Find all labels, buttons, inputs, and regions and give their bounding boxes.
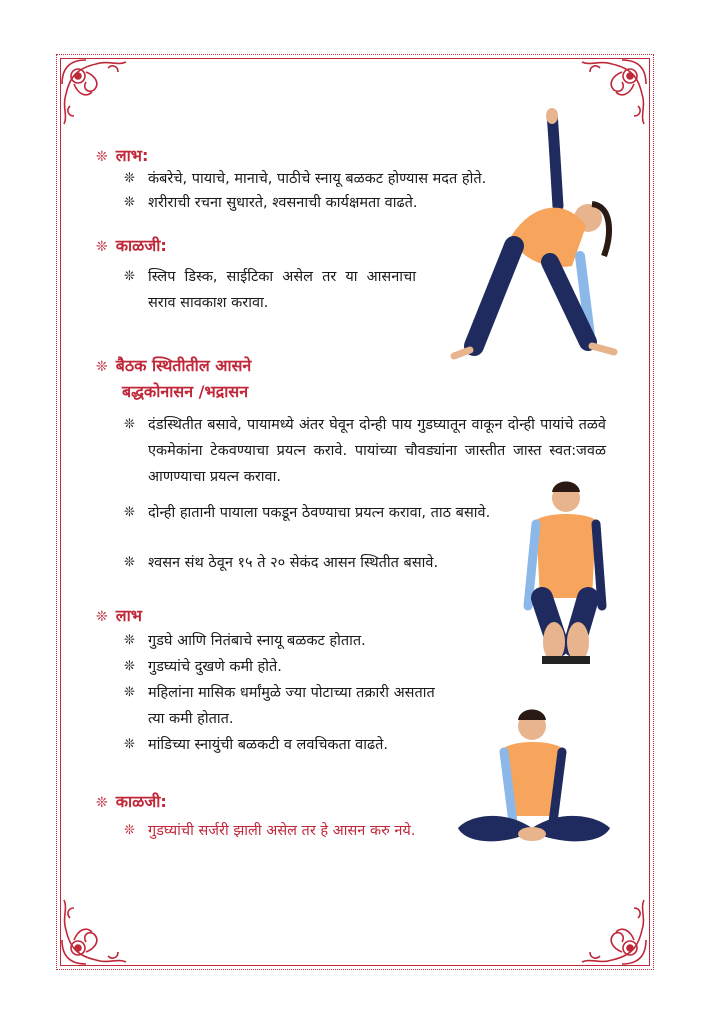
list-item (124, 550, 518, 576)
list-item-text: दंडस्थितीत बसावे, पायामध्ये अंतर घेवून दोन्ही पाय गुडघ्यातून वाकून दोन्ही पायांचे तळवे एकमेकांना टेकवण्याचा प्रयत्न करावे. पायांच्या चौवड्यांना जास्तीत जास्त स्वत:जवळ आणण्याचा प्रयत्न करावा. (148, 417, 606, 485)
bullet-star-icon: ❊ (96, 239, 108, 255)
bullet-star-icon: ❊ (124, 737, 135, 752)
bullet-star-icon: ❊ (124, 417, 135, 432)
list-item (124, 654, 508, 680)
list-item-text: श्वसन संथ ठेवून १५ ते २० सेकंद आसन स्थितीत बसावे. (148, 555, 439, 571)
list-item-text: मांडिच्या स्नायुंची बळकटी व लवचिकता वाढते. (148, 737, 389, 753)
corner-ornament-top-left (56, 54, 148, 146)
list-item (124, 628, 508, 654)
seated-pose-front-photo (518, 476, 610, 672)
bullet-star-icon: ❊ (124, 505, 135, 520)
heading-text: काळजी: (115, 236, 167, 255)
bullet-star-icon: ❊ (96, 359, 108, 375)
heading-text: लाभ (115, 606, 142, 625)
corner-ornament-bottom-left (56, 878, 148, 970)
sitting-asanas-heading (96, 354, 251, 376)
list-item-text: शरीराची रचना सुधारते, श्वसनाची कार्यक्षमता वाढते. (148, 195, 418, 211)
heading-text: लाभ: (115, 146, 149, 165)
list-item (124, 680, 438, 732)
caution-heading-2 (96, 790, 167, 812)
heading-text: बैठक स्थितीतील आसने (115, 356, 252, 375)
caution-heading-1 (96, 234, 167, 256)
triangle-pose-photo (440, 106, 630, 366)
asana-name: बद्धकोनासन /भद्रासन (122, 382, 249, 401)
list-item (124, 732, 468, 758)
list-item-text: गुडघ्यांची सर्जरी झाली असेल तर हे आसन करु नये. (148, 823, 416, 839)
butterfly-pose-photo (452, 704, 618, 856)
bullet-star-icon: ❊ (124, 633, 135, 648)
bullet-star-icon: ❊ (124, 555, 135, 570)
bullet-star-icon: ❊ (124, 685, 135, 700)
list-item-text: कंबरेचे, पायाचे, मानाचे, पाठीचे स्नायू बळकट होण्यास मदत होते. (148, 171, 487, 187)
bullet-star-icon: ❊ (96, 149, 108, 165)
benefits-heading-1 (96, 144, 148, 166)
bullet-star-icon: ❊ (124, 195, 135, 210)
list-item-text: गुडघ्यांचे दुखणे कमी होते. (148, 659, 282, 675)
heading-text: काळजी: (115, 792, 167, 811)
corner-ornament-bottom-right (560, 878, 652, 970)
benefits-heading-2 (96, 604, 142, 626)
list-item (124, 818, 428, 844)
list-item-text: महिलांना मासिक धर्मांमुळे ज्या पोटाच्या तक्रारी असतात त्या कमी होतात. (148, 685, 435, 727)
bullet-star-icon: ❊ (124, 659, 135, 674)
bullet-star-icon: ❊ (96, 609, 108, 625)
bullet-star-icon: ❊ (96, 795, 108, 811)
bullet-star-icon: ❊ (124, 171, 135, 186)
list-item (124, 500, 508, 526)
bullet-star-icon: ❊ (124, 269, 135, 284)
list-item-text: दोन्ही हातानी पायाला पकडून ठेवण्याचा प्रयत्न करावा, ताठ बसावे. (148, 505, 491, 521)
bullet-star-icon: ❊ (124, 823, 135, 838)
list-item-text: गुडघे आणि नितंबाचे स्नायू बळकट होतात. (148, 633, 366, 649)
list-item-text: स्लिप डिस्क, साईटिका असेल तर या आसनाचा सराव सावकाश करावा. (148, 269, 416, 311)
list-item (124, 264, 416, 316)
